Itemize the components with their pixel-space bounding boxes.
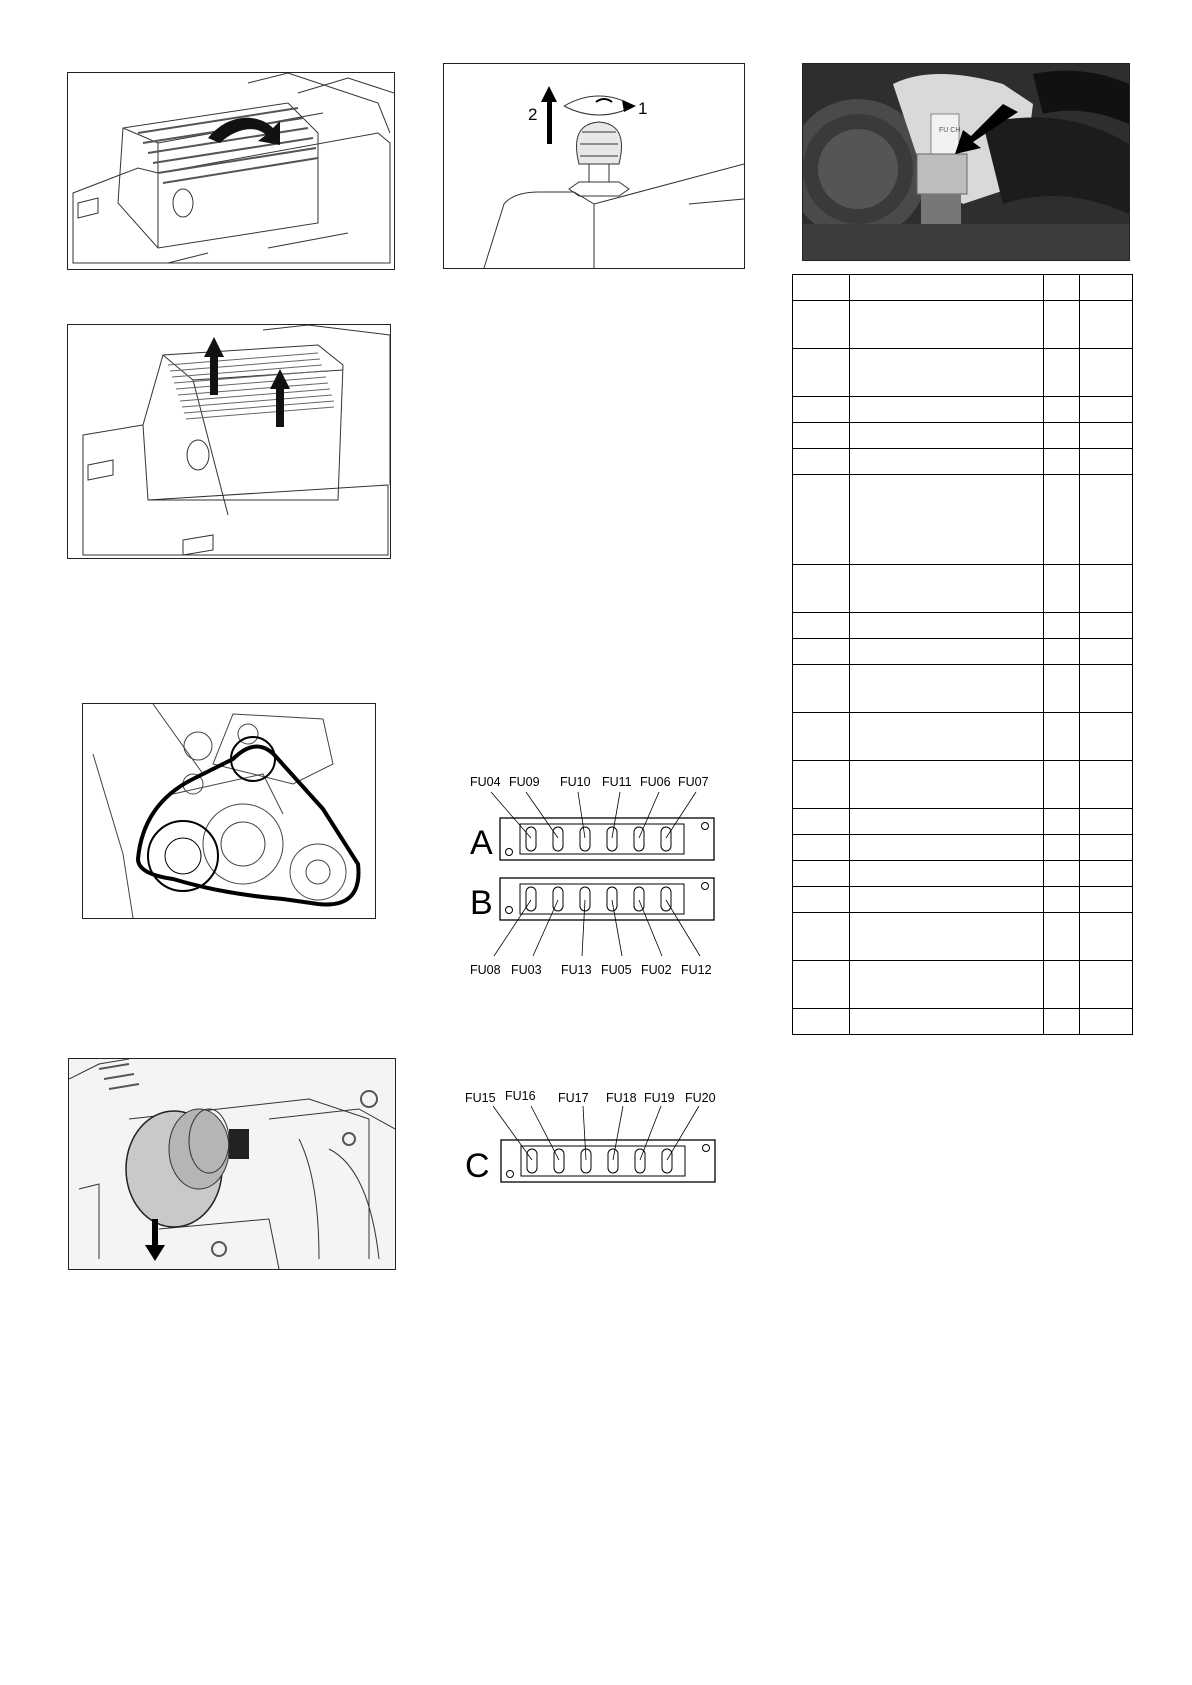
table-cell [1044, 449, 1080, 475]
table-cell [1044, 913, 1080, 961]
fuse-label-c-3: FU17 [558, 1091, 589, 1105]
table-row [793, 913, 1133, 961]
table-row [793, 565, 1133, 613]
table-cell [850, 301, 1044, 349]
table-cell [1080, 665, 1133, 713]
table-row [793, 275, 1133, 301]
table-cell [850, 809, 1044, 835]
table-cell [1080, 565, 1133, 613]
figure-cover-rotate [67, 72, 395, 270]
table-row [793, 301, 1133, 349]
table-row [793, 809, 1133, 835]
figure-battery-lift [67, 324, 391, 559]
table-cell [1044, 301, 1080, 349]
fuse-label-c-4: FU18 [606, 1091, 637, 1105]
table-cell [793, 713, 850, 761]
table-cell [793, 613, 850, 639]
fuse-block-c-svg [463, 1090, 725, 1194]
fuse-label-a-6: FU07 [678, 775, 709, 789]
table-cell [850, 475, 1044, 565]
table-cell [1080, 1009, 1133, 1035]
table-cell [793, 913, 850, 961]
table-cell [1044, 613, 1080, 639]
table-cell [1080, 887, 1133, 913]
table-cell [793, 835, 850, 861]
table-cell [1044, 1009, 1080, 1035]
table-cell [793, 449, 850, 475]
fuse-label-a-5: FU06 [640, 775, 671, 789]
fuse-table [792, 274, 1133, 1035]
table-cell [793, 397, 850, 423]
table-cell [1044, 665, 1080, 713]
figure-cap-removal [443, 63, 745, 269]
table-cell [1080, 961, 1133, 1009]
table-row [793, 835, 1133, 861]
table-row [793, 423, 1133, 449]
table-cell [1080, 913, 1133, 961]
table-row [793, 449, 1133, 475]
fuse-label-a-1: FU04 [470, 775, 501, 789]
fuse-block-a-letter: A [470, 824, 493, 862]
fuse-label-b-2: FU03 [511, 963, 542, 977]
table-cell [793, 809, 850, 835]
figure-belt-routing [82, 703, 376, 919]
table-cell [793, 423, 850, 449]
fuse-label-b-4: FU05 [601, 963, 632, 977]
table-cell [793, 301, 850, 349]
cap-step-2-label: 2 [528, 105, 538, 124]
fuse-block-ab-diagram [466, 770, 720, 980]
table-cell [850, 639, 1044, 665]
table-cell [850, 835, 1044, 861]
fuse-label-c-2: FU16 [505, 1090, 536, 1103]
table-cell [1044, 713, 1080, 761]
table-cell [850, 349, 1044, 397]
table-cell [793, 639, 850, 665]
table-cell [793, 349, 850, 397]
fuse-label-b-6: FU12 [681, 963, 712, 977]
table-cell [850, 761, 1044, 809]
cap-step-1-label: 1 [638, 99, 648, 118]
table-cell [1080, 397, 1133, 423]
table-row [793, 613, 1133, 639]
table-row [793, 713, 1133, 761]
table-cell [850, 613, 1044, 639]
table-cell [793, 475, 850, 565]
fuse-block-ab-svg [466, 770, 720, 980]
table-cell [1044, 835, 1080, 861]
table-cell [850, 449, 1044, 475]
table-cell [1080, 809, 1133, 835]
table-cell [1044, 423, 1080, 449]
table-cell [1080, 275, 1133, 301]
fuse-label-b-1: FU08 [470, 963, 501, 977]
figure-engine-fuse-photo [802, 63, 1130, 261]
table-cell [1044, 887, 1080, 913]
table-cell [793, 761, 850, 809]
table-cell [1044, 275, 1080, 301]
fuse-block-c-diagram [463, 1090, 725, 1194]
table-cell [850, 565, 1044, 613]
table-cell [1044, 809, 1080, 835]
table-cell [1080, 301, 1133, 349]
table-cell [1080, 613, 1133, 639]
engine-fuse-photo [803, 64, 1129, 260]
fuse-table-body [793, 275, 1133, 1035]
fuse-label-c-6: FU20 [685, 1091, 716, 1105]
table-cell [1080, 761, 1133, 809]
table-cell [1044, 861, 1080, 887]
table-cell [850, 423, 1044, 449]
table-cell [1044, 565, 1080, 613]
table-row [793, 761, 1133, 809]
table-row [793, 887, 1133, 913]
table-row [793, 397, 1133, 423]
table-cell [1080, 423, 1133, 449]
air-filter-illustration [69, 1059, 395, 1269]
table-row [793, 475, 1133, 565]
fuse-block-b-letter: B [470, 884, 493, 922]
table-cell [850, 887, 1044, 913]
fuse-label-a-2: FU09 [509, 775, 540, 789]
fuse-block-c-letter: C [465, 1147, 490, 1185]
fuse-label-a-4: FU11 [602, 775, 632, 789]
table-row [793, 665, 1133, 713]
cover-rotate-illustration [68, 73, 394, 269]
table-cell [793, 565, 850, 613]
table-cell [793, 887, 850, 913]
table-cell [793, 861, 850, 887]
table-cell [1044, 397, 1080, 423]
table-row [793, 861, 1133, 887]
table-cell [1044, 761, 1080, 809]
table-cell [1080, 639, 1133, 665]
fuse-label-c-1: FU15 [465, 1091, 496, 1105]
table-cell [1080, 713, 1133, 761]
table-row [793, 961, 1133, 1009]
cap-removal-illustration [444, 64, 744, 268]
table-cell [1080, 475, 1133, 565]
battery-lift-illustration [68, 325, 390, 558]
table-cell [1044, 349, 1080, 397]
table-cell [793, 961, 850, 1009]
table-cell [850, 713, 1044, 761]
table-row [793, 349, 1133, 397]
table-cell [1080, 349, 1133, 397]
table-row [793, 639, 1133, 665]
figure-air-filter [68, 1058, 396, 1270]
table-cell [850, 665, 1044, 713]
table-cell [850, 397, 1044, 423]
table-cell [793, 665, 850, 713]
table-cell [1044, 961, 1080, 1009]
table-row [793, 1009, 1133, 1035]
table-cell [1080, 835, 1133, 861]
table-cell [1080, 449, 1133, 475]
fuse-label-a-3: FU10 [560, 775, 591, 789]
belt-routing-illustration [83, 704, 375, 918]
table-cell [850, 861, 1044, 887]
table-cell [1044, 475, 1080, 565]
fuse-holder-label: FU CH [939, 127, 961, 134]
table-cell [850, 275, 1044, 301]
table-cell [793, 1009, 850, 1035]
table-cell [850, 1009, 1044, 1035]
table-cell [1044, 639, 1080, 665]
table-cell [850, 961, 1044, 1009]
fuse-label-b-5: FU02 [641, 963, 672, 977]
table-cell [793, 275, 850, 301]
fuse-label-b-3: FU13 [561, 963, 592, 977]
table-cell [1080, 861, 1133, 887]
table-cell [850, 913, 1044, 961]
fuse-label-c-5: FU19 [644, 1091, 675, 1105]
